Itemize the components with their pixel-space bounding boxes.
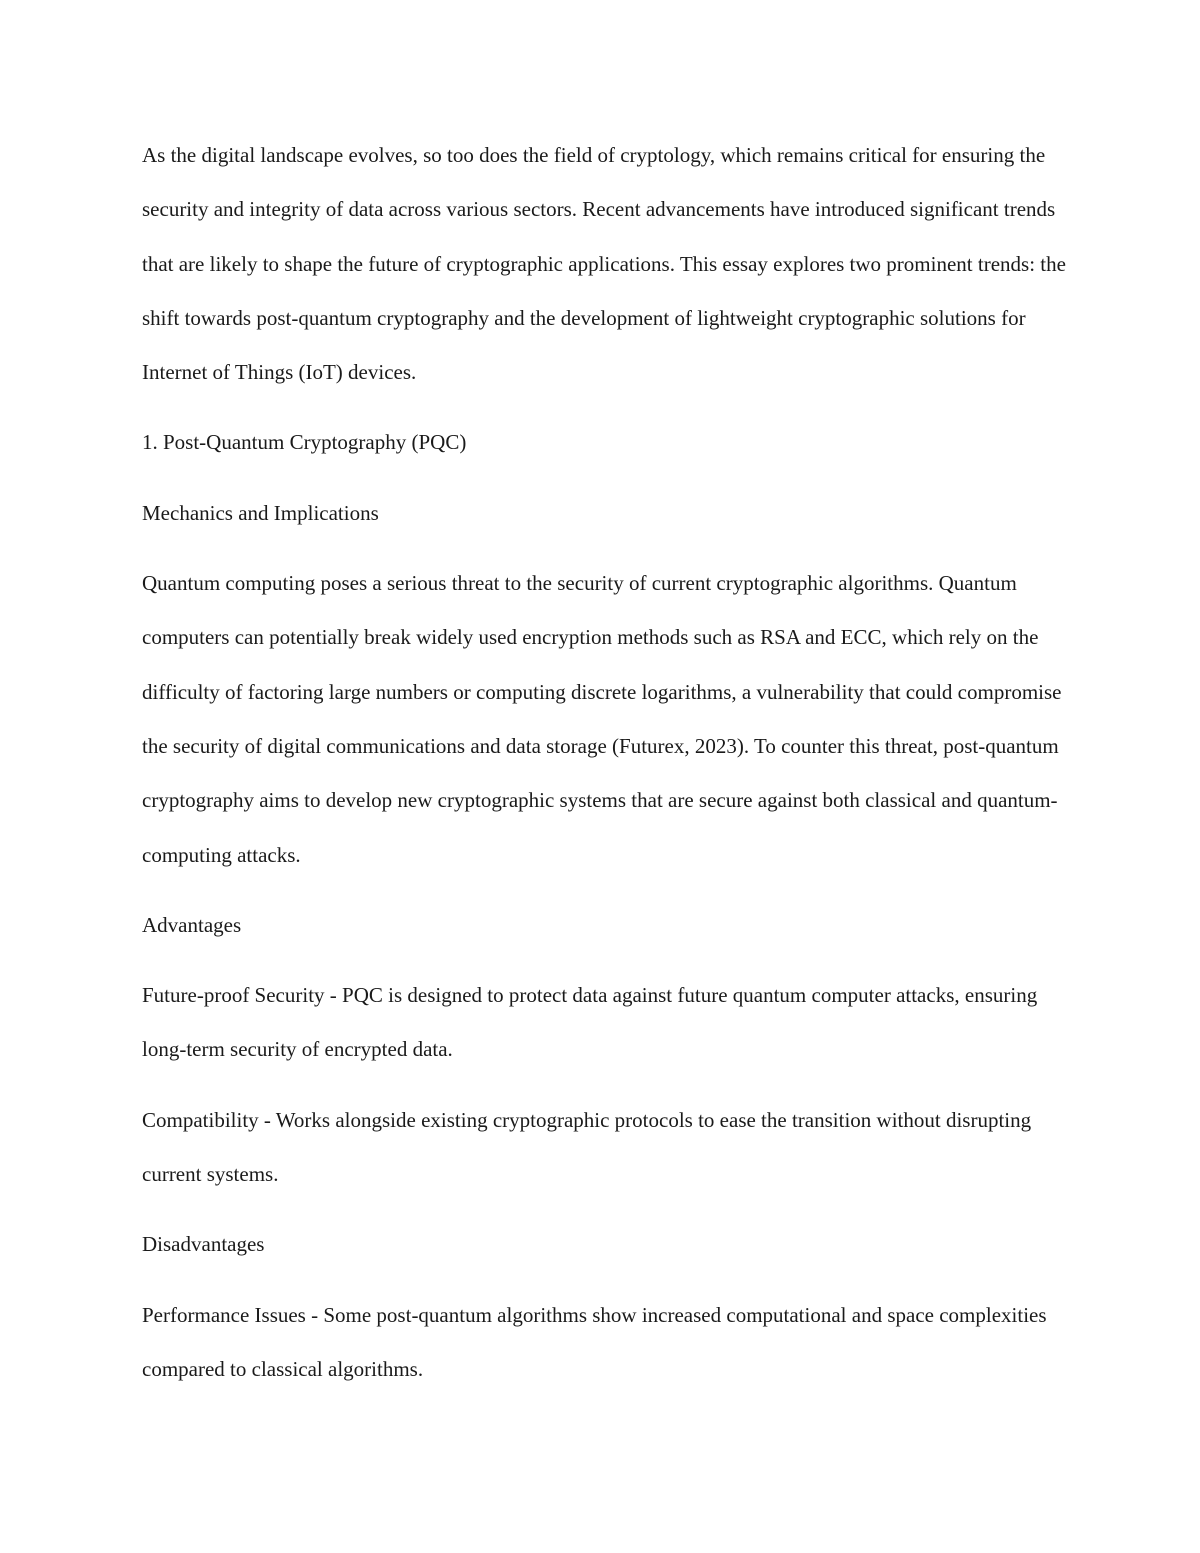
disadvantage-performance: Performance Issues - Some post-quantum algorithms show increased computational and space complexities compared to classical algorithms.	[142, 1302, 1047, 1381]
advantage-compatibility: Compatibility - Works alongside existing cryptographic protocols to ease the transition without disrupting current systems.	[142, 1107, 1032, 1187]
advantages-heading: Advantages	[142, 912, 242, 937]
advantage-future-proof: Future-proof Security - PQC is designed to protect data against future quantum computer attacks, ensuring long-term security of encrypted data.	[142, 983, 1038, 1062]
section-title-pqc: 1. Post-Quantum Cryptography (PQC)	[142, 430, 467, 455]
disadvantages-heading: Disadvantages	[142, 1232, 265, 1257]
intro-paragraph: As the digital landscape evolves, so too does the field of cryptology, which remains critical for ensuring the security and integrity of data across various sectors. Recent advancements have introduced significant trends that are likely to shape the future of cryptographic applications. This essay explores two prominent trends: the shift towards post-quantum cryptography and the development of lightweight cryptographic solutions for Internet of Things (IoT) devices.	[142, 143, 1066, 385]
document-body	[142, 128, 1072, 1412]
mechanics-paragraph: Quantum computing poses a serious threat to the security of current cryptographic algorithms. Quantum computers can potentially break widely used encryption methods such as RSA and ECC, which rely on the difficulty of factoring large numbers or computing discrete logarithms, a vulnerability that could compromise the security of digital communications and data storage (Futurex, 2023). To counter this threat, post-quantum cryptography aims to develop new cryptographic systems that are secure against both classical and quantum-computing attacks.	[142, 571, 1062, 867]
mechanics-heading: Mechanics and Implications	[142, 500, 379, 525]
